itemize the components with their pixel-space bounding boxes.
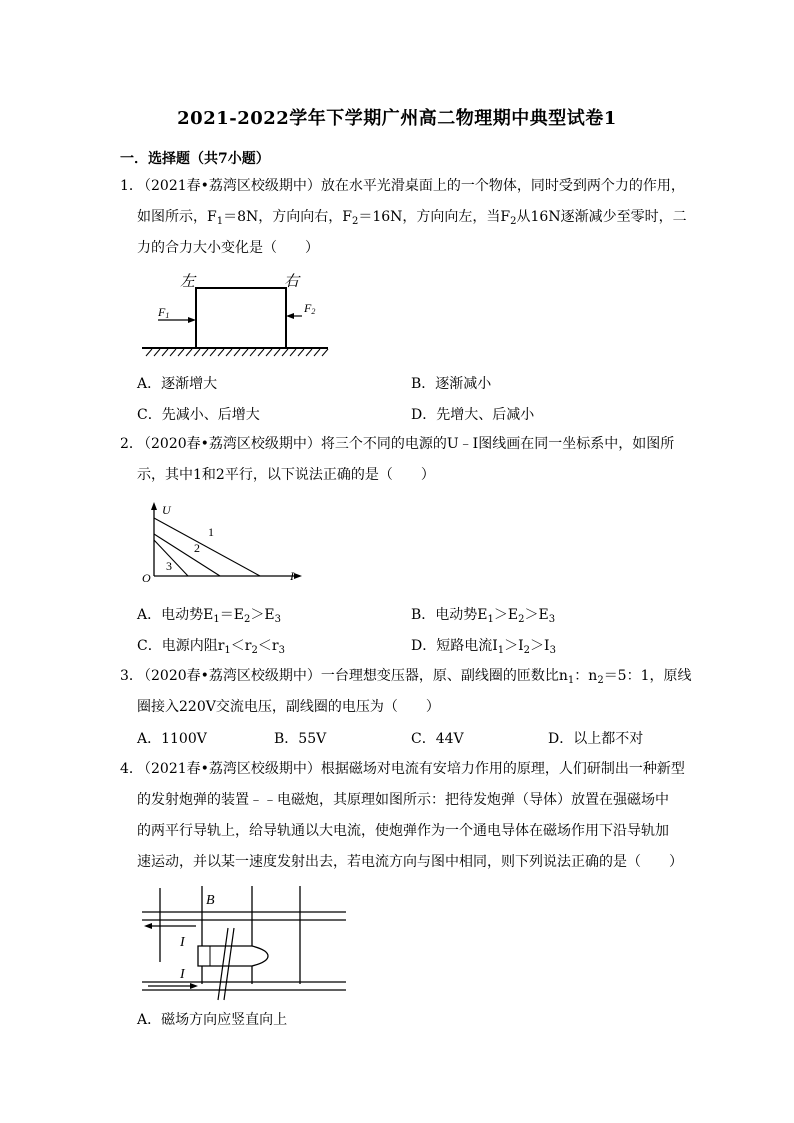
q1-number: 1． bbox=[120, 178, 143, 194]
q2-option-a[interactable]: A．电动势$E_1=E_2>E_3$ bbox=[137, 607, 281, 625]
q4-option-a[interactable]: A．磁场方向应竖直向上 bbox=[137, 1012, 288, 1028]
q1-option-b[interactable]: B．逐渐减小 bbox=[411, 376, 492, 392]
bottom-current-arrowhead bbox=[190, 983, 198, 989]
q3-number: 3． bbox=[120, 668, 143, 684]
graph-line-2 bbox=[154, 534, 220, 576]
page-title: 2021-2022学年下学期广州高二物理期中典型试卷1 bbox=[177, 108, 617, 129]
q4-line-4: 速运动，并以某一速度发射出去，若电流方向与图中相同，则下列说法正确的是（ ） bbox=[137, 854, 683, 870]
q4-line-1: （2021春•荔湾区校级期中）根据磁场对电流有安培力作用的原理，人们研制出一种新型 bbox=[137, 761, 685, 777]
q1-option-c[interactable]: C．先减小、后增大 bbox=[137, 407, 260, 423]
f2-label: F2 bbox=[304, 301, 316, 316]
q3-option-b[interactable]: B．55V bbox=[274, 731, 327, 747]
block bbox=[196, 288, 286, 348]
q1-line-1: （2021春•荔湾区校级期中）放在水平光滑桌面上的一个物体，同时受到两个力的作用， bbox=[137, 178, 685, 194]
q4-number: 4． bbox=[120, 761, 143, 777]
q2-number: 2． bbox=[120, 436, 143, 452]
b-field-label: B bbox=[206, 893, 215, 908]
q2-line-2: 示，其中1和2平行，以下说法正确的是（ ） bbox=[137, 467, 435, 483]
f1-arrowhead bbox=[188, 317, 196, 323]
q1-line-2: 如图所示，$F_1=8N$，方向向右，$F_2=16N$，方向向左，当$F_2$从16N逐渐减少至零时，二 bbox=[137, 209, 687, 227]
q4-line-3: 的两平行导轨上，给导轨通以大电流，使炮弹作为一个通电导体在磁场作用下沿导轨加 bbox=[137, 823, 669, 839]
projectile bbox=[198, 946, 268, 966]
q3-line-1: （2020春•荔湾区校级期中）一台理想变压器，原、副线圈的匝数比$n_1$：$n_2=5$：1，原线 bbox=[137, 668, 692, 686]
q3-option-c[interactable]: C．44V bbox=[411, 731, 464, 747]
q3-line-2: 圈接入220V交流电压，副线圈的电压为（ ） bbox=[137, 699, 440, 715]
q2-option-b[interactable]: B．电动势$E_1>E_2>E_3$ bbox=[411, 607, 556, 625]
line-1-label: 1 bbox=[208, 525, 214, 539]
q1-line-3: 力的合力大小变化是（ ） bbox=[137, 240, 319, 256]
top-current-arrowhead bbox=[144, 923, 152, 929]
f2-arrowhead bbox=[286, 313, 294, 319]
q1-option-d[interactable]: D．先增大、后减小 bbox=[411, 407, 535, 423]
line-3-label: 3 bbox=[166, 559, 172, 573]
q4-railgun-figure bbox=[140, 884, 350, 1004]
q4-line-2: 的发射炮弹的装置﹣﹣电磁炮，其原理如图所示：把待发炮弹（导体）放置在强磁场中 bbox=[137, 792, 669, 808]
line-2-label: 2 bbox=[194, 541, 200, 555]
u-axis-label: U bbox=[162, 503, 171, 517]
u-axis-arrowhead bbox=[151, 502, 157, 510]
ground-hatching bbox=[146, 349, 328, 356]
f1-label: F1 bbox=[158, 305, 170, 320]
q1-block-figure bbox=[140, 268, 330, 358]
origin-label: O bbox=[142, 571, 151, 585]
q2-option-c[interactable]: C．电源内阻$r_1<r_2<r_3$ bbox=[137, 638, 285, 656]
q3-option-a[interactable]: A．1100V bbox=[137, 731, 207, 747]
top-current-label: I bbox=[180, 935, 185, 950]
q2-option-d[interactable]: D．短路电流$I_1>I_2>I_3$ bbox=[411, 638, 556, 656]
q1-option-a[interactable]: A．逐渐增大 bbox=[137, 376, 218, 392]
fig-left-label: 左 bbox=[180, 274, 196, 290]
section-heading: 一．选择题（共7小题） bbox=[120, 151, 270, 167]
bottom-current-label: I bbox=[180, 967, 185, 982]
q2-ui-graph bbox=[140, 500, 310, 588]
i-axis-label: I bbox=[290, 569, 294, 583]
q2-line-1: （2020春•荔湾区校级期中）将三个不同的电源的U﹣I图线画在同一坐标系中，如图所 bbox=[137, 436, 675, 452]
q3-option-d[interactable]: D．以上都不对 bbox=[548, 731, 644, 747]
fig-right-label: 右 bbox=[284, 274, 300, 290]
i-axis-arrowhead bbox=[294, 573, 302, 579]
